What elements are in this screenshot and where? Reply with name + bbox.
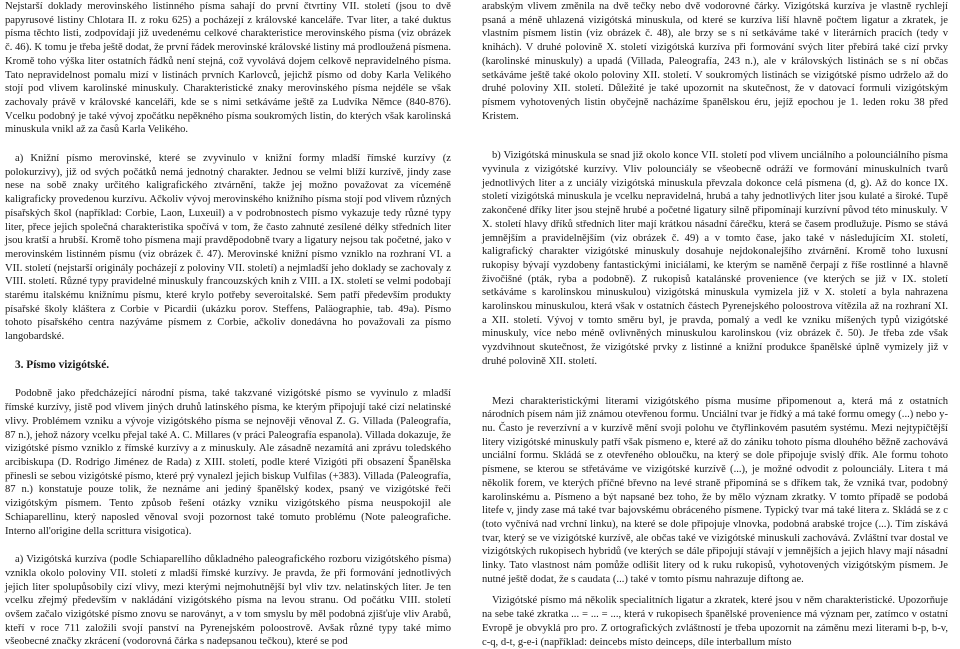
paragraph-a-visigothic-cursive: a) Vizigótská kurzíva (podle Schiaparellího důkladného paleografického rozboru vizigótského písma) vznikla okolo poloviny VII. století z mladší římské kurzívy. Je pravda, že při formování jednotlivých jejich liter spolupůsobily cizí vlivy, mezi kterými nejmohutnější byl vliv tzv. nelatinských liter. Je ten vcelku zřejmý především v nakládání vizigótského písma na levou stranu. Od počátku VIII. století ovšem začalo vizigótské písmo znovu se naroványt, a v tom smyslu by měl podobná zjišťuje vliv Arabů, kteří v roce 711 založili svojí panství na Pyrenejském poloostrově. Avšak různé typy také mimo všeobecné značky zkrácení (vodorovná čárka s nadepsanou tečkou), které se pod bbox=[5, 554, 451, 648]
visigothic-intro-paragraph: Podobně jako předcházející národní písma, také takzvané vizigótské písmo se vyvinulo z mladší římské kurzívy, jistě pod vlivem jiných druhů latinského písma, ke kterým připojují také cizí nelatinské vlivy. Problémem vzniku a vývoje vizigótského písma se nejnověji věnoval Z. G. Villada (Paleografía, 87 n.), jehož názory vcelku přejal také A. C. Millares (v práci Paleografía espanola). Villada dokazuje, že vizigótské písmo vzniklo z římské kurzívy a z minuskuly. Ale zásadně nezamítá ani zprávu toledského arcibiskupa (D. Rodrigo Jiménez de Rada) z XIII. století, podle které Vizigóti při obsazení Španělska přinesli se sebou vizigótské písmo, které prý vynalezl jejich biskup Vulfilas (+383). Villada (Paleografía, 87 n.) konstatuje pouze tolik, že neznáme ani jediný španělský kodex, psaný ve vizigótské řeči vizigótským písmem. Tento způsob řešení otázky vzniku vizigótského písma neuspokojil ale Schiaparellinu, který naposled věnoval svoji pozornost také tomuto problému (Note paleografiche. Interno all'origine della scrittura visigotica). bbox=[5, 388, 451, 537]
paragraph-ligatures: Vizigótské písmo má několik specialitních ligatur a zkratek, které jsou v něm charakteristické. Upozorňuje na sebe také zkratka ... = ... = ..., která v rukopisech španělské provenience má význam per, zatímco v ostatní Evropě je obvyklá pro pro. Z ortografických zvláštností je třeba upozornit na záměnu mezi literami b-p, b-v, c-q, d-t, g-e-i (například: deincebs místo deinceps, díle interballum místo bbox=[482, 595, 948, 648]
section-heading-visigothic: 3. Písmo vizigótské. bbox=[15, 358, 110, 371]
left-intro-paragraph: Nejstarší doklady merovinského listinného písma sahají do první čtvrtiny VII. století (jsou to dvě papyrusové listiny Chlotara II. z roku 625) a pocházejí z královské kanceláře. Tvar liter, a také duktus písma těchto listi, zodpovídají již uvedenému celkové charakteristice merovinského písma (viz obrázek č. 46). K tomu je třeba ještě dodat, že první řádek merovinské královské listiny má prodloužená písmena. Kromě toho výška liter ostatních řádků není stejná, což vyvolává dojem celkově nepravidelného písma. Tato nepravidelnost pomalu mizí v listinách prvních Karlovců, jejichž písmo od doby Karla Velikého stojí pod vlivem karolinské minuskuly. Charakteristické znaky merovinského písma nejdéle se však zachovaly právě v královské kanceláři, kde se s nimi setkáváme ještě za Ludvíka Němce (840-876). Vcelku podobný je také vývoj zpočátku nepěkného písma soukromých listin, do kterých však karolinská minuskula vnikl až za časů Karla Velikého. bbox=[5, 1, 451, 136]
left-column bbox=[5, 0, 451, 649]
paragraph-a-merovingian: a) Knižní písmo merovinské, které se zvyvinulo v knižní formy mladší římské kurzívy (z polokurzivy), již od svých počátků nemá jednotný charakter. Jednou se velmi blíží kurzívě, jindy zase nese na sobě znaky určitého kaligrafického ztvárnění, takže jej možno považovat za víceméně kaligraficky provedenou kurzívu. Ačkoliv vývoj merovinského knižního písma stojí pod vlivem různých písařských škol (například: Corbie, Laon, Luxeuil) a v podrobnostech písmo vykazuje tedy různé typy liter, přece jejich společná charakteristika spočívá v tom, že často zahnuté zesílené délky středních liter jsou kratší a hrubší. Kromě toho písmena mají pravděpodobně tvary a ligatury nejsou tak početné, jako v merovinském listinném písmu (viz obrázek č. 47). Merovinské knižní písmo vzniklo na rozhraní VI. a VII. století (nejstarší originály pocházejí z poloviny VII. století) a nejmladší jeho doklady se zachovaly z VIII. století. Různé typy pravidelné minuskuly francouzských knih z VIII. a IX. století se velmi podobají starému italskému knižnímu písmu, které krylo potřeby severoitalské. Sem patří především produkty písařské školy kláštera z Corbie v Picardii (ukázku porov. Steffens, Paläographie, tab. 49a). Písmo tohoto písařského centra nazýváme písmem z Corbie, ačkoliv donedávna ho považovali za písmo langobardské. bbox=[5, 153, 451, 343]
right-intro-paragraph: arabským vlivem změnila na dvě tečky nebo dvě vodorovné čárky. Vizigótská kurzíva je vlastně rychlejí psaná a méně uhlazená vizigótská minuskula, od které se kurzíva liší hlavně počtem ligatur a zkratek, je vlastním písmem listin (viz obrázek č. 48), ale brzy se s ní setkáváme také v literárních pracích (tedy v knihách). V druhé polovině X. století vizigótská kurzíva při formování svých liter přebírá také cizí prvky (karolinské minuskuly) a upadá (Villada, Paleografía, 243 n.), ale v královských listinách se s ní občas setkáváme ještě také okolo poloviny XII. století. V soukromých listinách se vizigótské písmo udrželo až do druhé poloviny XII. století. Důležité je také upozornit na skutečnost, že v datovací formuli vizigótským písmem vyhotovených listin obyčejně nacházíme španělskou éru, jejíž epochou je 1. leden roku 38 před Kristem. bbox=[482, 1, 948, 122]
right-column bbox=[482, 0, 948, 649]
paragraph-b-visigothic-minuscule: b) Vizigótská minuskula se snad již okolo konce VII. století pod vlivem unciálního a polounciálního písma vyvinula z vizigótské kurzívy. Vliv polounciály se všeobecně odráží ve formování minuskulních tvarů jednotlivých liter a z unciály vizigótská minuskula převzala dokonce celá písmena (d, g). Až do konce IX. století vizigótská minuskula je vcelku nepravidelná, hrubá a tahy jednotlivých liter jsou kulaté a široké. Tupě zakončené dříky liter jsou stejně hrubé a početné ligatury silně připomínají kurzívní původ této minuskuly. V X. století hlavy dříků středních liter mají krátkou násadní čárečku, která se časem prodlužuje. Písmo se stává jemnějším a pravidelnějším (viz obrázek č. 49) a v tomto čase, jako také v následujícím XI. století, kaligrafický charakter vizigótské minuskuly dosahuje nejdokonalejšího ztvárnění. Kromě toho luxusní rukopisy bývají vyzdobeny fantastickými iniciálami, ke kterým se naměně čerpají z říše rostlinné a hlavně živočišné (pták, ryba a podobně). Z rukopisů katalánské provenience (ve kterých se již v IX. století setkáváme s karolinskou minuskulou) vizigótská minuskula vymizela již v X. století a byla nahrazena karolinskou minuskulou, která však v ostatních částech Pyrenejského poloostrova vítězila až na rozhraní XI. a XII. století. Vývoj v tomto směru byl, je pravda, pomalý a vedl ke vzniku míšených typů vizigótské minuskuly, více nebo méně ovlivněných minuskulou karolinskou (viz obrázek č. 50). Je třeba zde však vyzdvihnout skutečnost, že vizigótské prvky z listinné a knižní produkce španělské úplně vymizely již v druhé polovině XII. století. bbox=[482, 150, 948, 367]
paragraph-characteristic-letters: Mezi charakteristickými literami vizigótského písma musíme připomenout a, která má z ostatních národních písem nám již známou otevřenou formu. Unciální tvar je řídký a má také formu omegy (...) nebo y-nu. Často je reverzívní a v kurzívě mění svoji polohu ve čtyřlinkovém pasutém systému. Mezi nejtypičtější litery vizigótské minuskuly patří však písmeno e, které až do zániku tohoto písma dlouhého běžně zachovává unciální formu. Skládá se z otevřeného obloučku, na který se dole připojuje svislý dřík. Ale formu tohoto písmene, se kterou se střetáváme ve vizigótské kurzívě (...), je možné odvodit z polounciály. Litera t má několik forem, ve kterých příčné břevno na levé straně připomíná se s dříkem tak, že vzniká tvar, podobný karolinskému a. Písmeno a být napsané bez toho, že by mělo význam zkratky. V tomto případě se podobá litefe v, jindy zase má také tvar bajovskému obráceného písmene. Typický tvar má také litera z. Skládá se z c (toto vyčnívá nad vrchní linku), na které se dole připojuje vlnovka, podobná arabské trojce (...). Tím získává tvar, který se ve vizigótské kurzívě, ale občas také ve vizigótské minuskuli zachovává. Zvláštní tvar dostal ve vizigótských rukopisech hybridů (ve kterých se dále připojují stávají v jemnějších a jejich hlavy mají násadní linky. Tato vlastnost nám pomůže odlišit litery od k ruku rukopisů, vyhotovených vizigótským písmem. Je nutné ještě dodat, že s caudata (...) také v tomto písmu nahrazuje diftong ae. bbox=[482, 395, 948, 585]
